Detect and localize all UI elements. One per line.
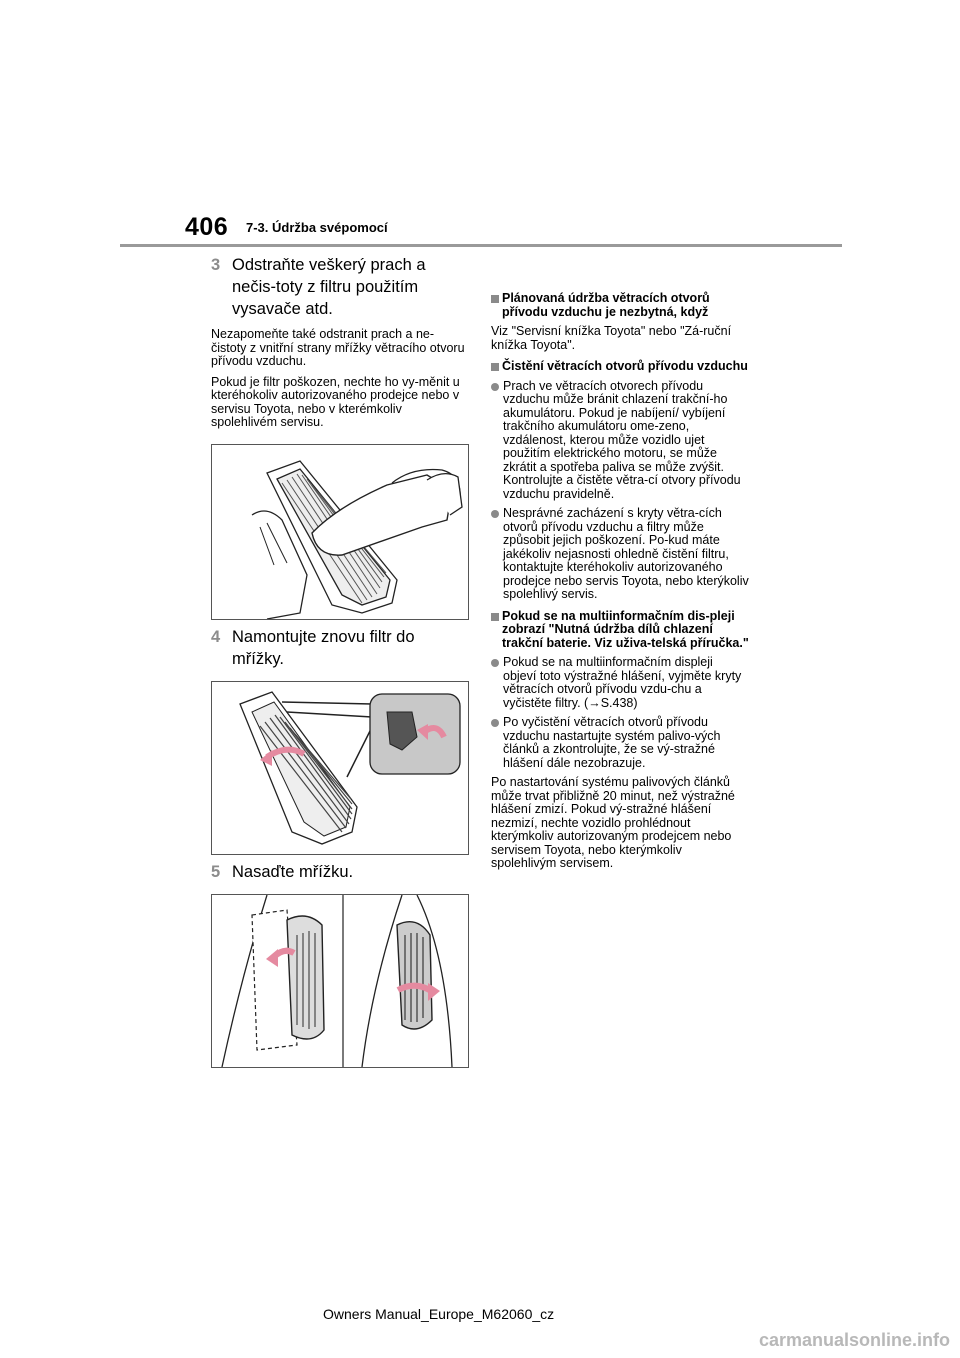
subsection-heading: Pokud se na multiinformačním dis-pleji zobrazí "Nutná údržba dílů chlazení trakční baterie. Viz uživa-telská příručka." (491, 610, 749, 651)
step-text: Namontujte znovu filtr do mřížky. (232, 627, 415, 668)
watermark: carmanualsonline.info (758, 1330, 950, 1350)
step-number: 5 (211, 862, 221, 881)
subsection-heading: Čistění větracích otvorů přívodu vzduchu (491, 360, 749, 374)
round-bullet-icon (491, 659, 499, 667)
square-bullet-icon (491, 295, 499, 303)
square-bullet-icon (491, 613, 499, 621)
list-item: Prach ve větracích otvorech přívodu vzduchu může bránit chlazení trakční-ho akumulátoru. Pokud je nabíjení/ vybíjení trakčního akumulátoru ome-zeno, vzdálenost, kterou může vozidlo ujet použitím elektrického motoru, se může zkrátit a spotřeba paliva se může zvýšit. Kontrolujte a čistěte větra-cí otvory přívodu vzduchu pravidelně. (491, 380, 749, 502)
list-item: Pokud se na multiinformačním displeji objeví toto výstražné hlášení, vyjměte kryty větracích otvorů přívodu vzdu-chu a vyčistěte filtry. (→S.438) (491, 656, 749, 710)
right-column (491, 292, 749, 871)
step-number: 3 (211, 256, 221, 274)
list-item: Po vyčistění větracích otvorů přívodu vzduchu nastartujte systém palivo-vých článků a zkontrolujte, že se vý-stražné hlášení dále nezobrazuje. (491, 716, 749, 770)
footer-text: Owners Manual_Europe_M62060_cz (323, 1306, 555, 1322)
round-bullet-icon (491, 383, 499, 391)
filter-install-illustration (211, 681, 469, 855)
section-title: 7-3. Údržba svépomocí (246, 220, 388, 235)
square-bullet-icon (491, 363, 499, 371)
step-4 (211, 626, 469, 670)
step-number: 4 (211, 627, 221, 646)
subsection-heading: Plánovaná údržba větracích otvorů přívodu vzduchu je nezbytná, když (491, 292, 749, 319)
vacuum-filter-illustration (211, 444, 469, 620)
step-3 (211, 254, 469, 320)
list-item: Nesprávné zacházení s kryty větra-cích otvorů přívodu vzduchu a filtry může způsobit jejich poškození. Po-kud máte jakékoliv nejasnosti ohledně čistění filtru, kontaktujte kteréhokoliv autorizovaného prodejce nebo servis Toyota, nebo kterýkoliv spolehlivý servis. (491, 507, 749, 602)
grille-install-illustration (211, 894, 469, 1068)
paragraph: Viz "Servisní knížka Toyota" nebo "Zá-ruční knížka Toyota". (491, 324, 732, 352)
step-5 (211, 861, 469, 883)
header-divider (120, 244, 842, 247)
paragraph: Po nastartování systému palivových článků může trvat přibližně 20 minut, než výstražné hlášení zmizí. Pokud vý-stražné hlášení nezmizí, nechte vozidlo prohlédnout kterýmkoliv autorizovaným prodejcem nebo servisem Toyota, nebo kterýmkoliv spolehlivým servisem. (491, 775, 735, 870)
step-text: Nasaďte mřížku. (232, 862, 354, 881)
step-text: Odstraňte veškerý prach a nečis-toty z filtru použitím vysavače atd. (232, 256, 426, 318)
note-paragraph: Pokud je filtr poškozen, nechte ho vy-měnit u kteréhokoliv autorizovaného prodejce nebo v servisu Toyota, nebo v kterémkoliv spolehlivém servisu. (211, 374, 460, 429)
note-paragraph: Nezapomeňte také odstranit prach a ne-čistoty z vnitřní strany mřížky větracího otvoru přívodu vzduchu. (211, 327, 465, 368)
left-column (211, 254, 469, 1068)
round-bullet-icon (491, 510, 499, 518)
round-bullet-icon (491, 719, 499, 727)
page-number: 406 (185, 213, 229, 241)
